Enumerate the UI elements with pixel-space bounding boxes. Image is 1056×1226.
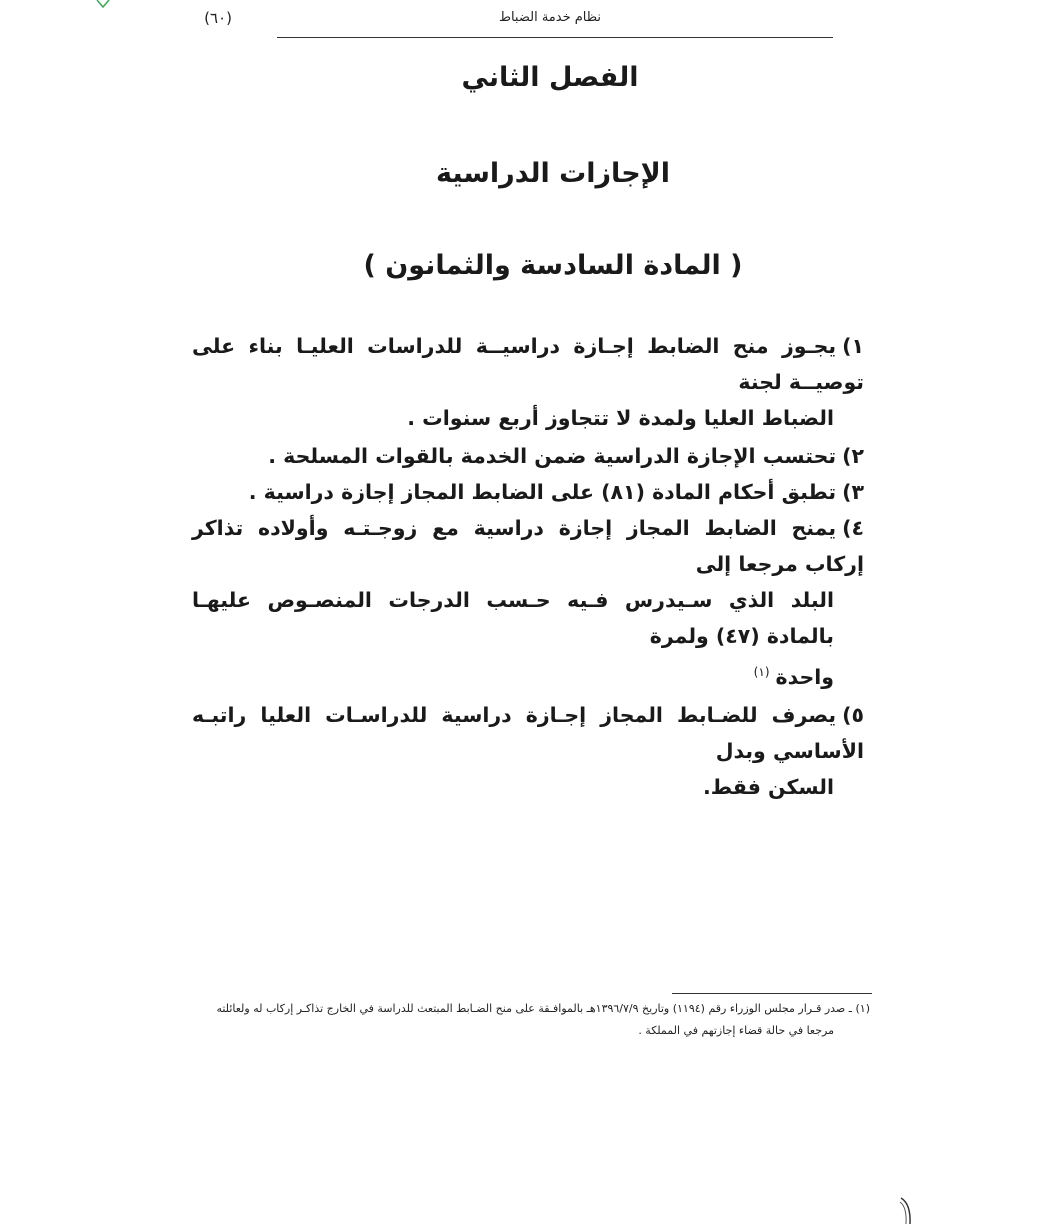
chapter-title: الفصل الثاني — [461, 62, 639, 93]
article-items — [192, 328, 864, 805]
list-item — [192, 328, 864, 436]
item-text-end: واحدة — [775, 664, 834, 689]
item-text: تحتسب الإجازة الدراسية ضمن الخدمة بالقوات المسلحة . — [268, 444, 837, 468]
list-item — [192, 438, 864, 474]
article-title: ( المادة السادسة والثمانون ) — [363, 250, 743, 281]
page-number: (٦٠) — [204, 9, 232, 27]
item-text-continuation: الضباط العليا ولمدة لا تتجاوز أربع سنوات . — [407, 406, 834, 430]
item-text-continuation: البلد الذي سـيدرس فـيه حـسب الدرجات المنصـوص عليهـا بالمادة (٤٧) ولمرة — [192, 588, 834, 648]
footnote-reference: (١) — [753, 665, 770, 679]
item-text-continuation: السكن فقط. — [702, 774, 834, 799]
item-number: ٢) — [842, 444, 864, 468]
green-edge-mark — [96, 0, 110, 8]
item-number: ٤) — [842, 516, 864, 540]
section-title: الإجازات الدراسية — [435, 158, 671, 189]
footnote-line-2: مرجعا في حالة قضاء إجازتهم في المملكة . — [638, 1024, 834, 1037]
page-corner-bracket — [898, 1196, 914, 1226]
item-text: تطبق أحكام المادة (٨١) على الضابط المجاز إجازة دراسية . — [248, 480, 837, 504]
item-number: ١) — [842, 334, 864, 358]
running-header-title: نظام خدمة الضباط — [498, 10, 602, 25]
item-text: يمنح الضابط المجاز إجازة دراسية مع زوجـتـه وأولاده تذاكر إركاب مرجعا إلى — [192, 516, 864, 576]
item-text-continuation-2 — [192, 654, 864, 695]
item-number: ٥) — [842, 702, 864, 727]
footnote-line-1: (١) ـ صدر قـرار مجلس الوزراء رقم (١١٩٤) وتاريخ ١٣٩٦/٧/٩هـ بالموافـقة على منح الضـابط المبتعث للدراسة في الخارج تذاكـر إركاب له ولعائلته — [216, 1002, 870, 1015]
list-item — [192, 510, 864, 695]
footnote — [195, 998, 870, 1042]
item-text: يصرف للضـابط المجاز إجـازة دراسية للدراسـات العليا راتبـه الأساسي وبدل — [192, 702, 864, 763]
list-item — [192, 474, 864, 510]
footnote-divider — [672, 993, 872, 994]
list-item — [192, 697, 864, 805]
header-divider — [277, 37, 833, 38]
item-number: ٣) — [842, 480, 864, 504]
item-text: يجـوز منح الضابط إجـازة دراسيــة للدراسات العليـا بناء على توصيــة لجنة — [192, 334, 864, 394]
